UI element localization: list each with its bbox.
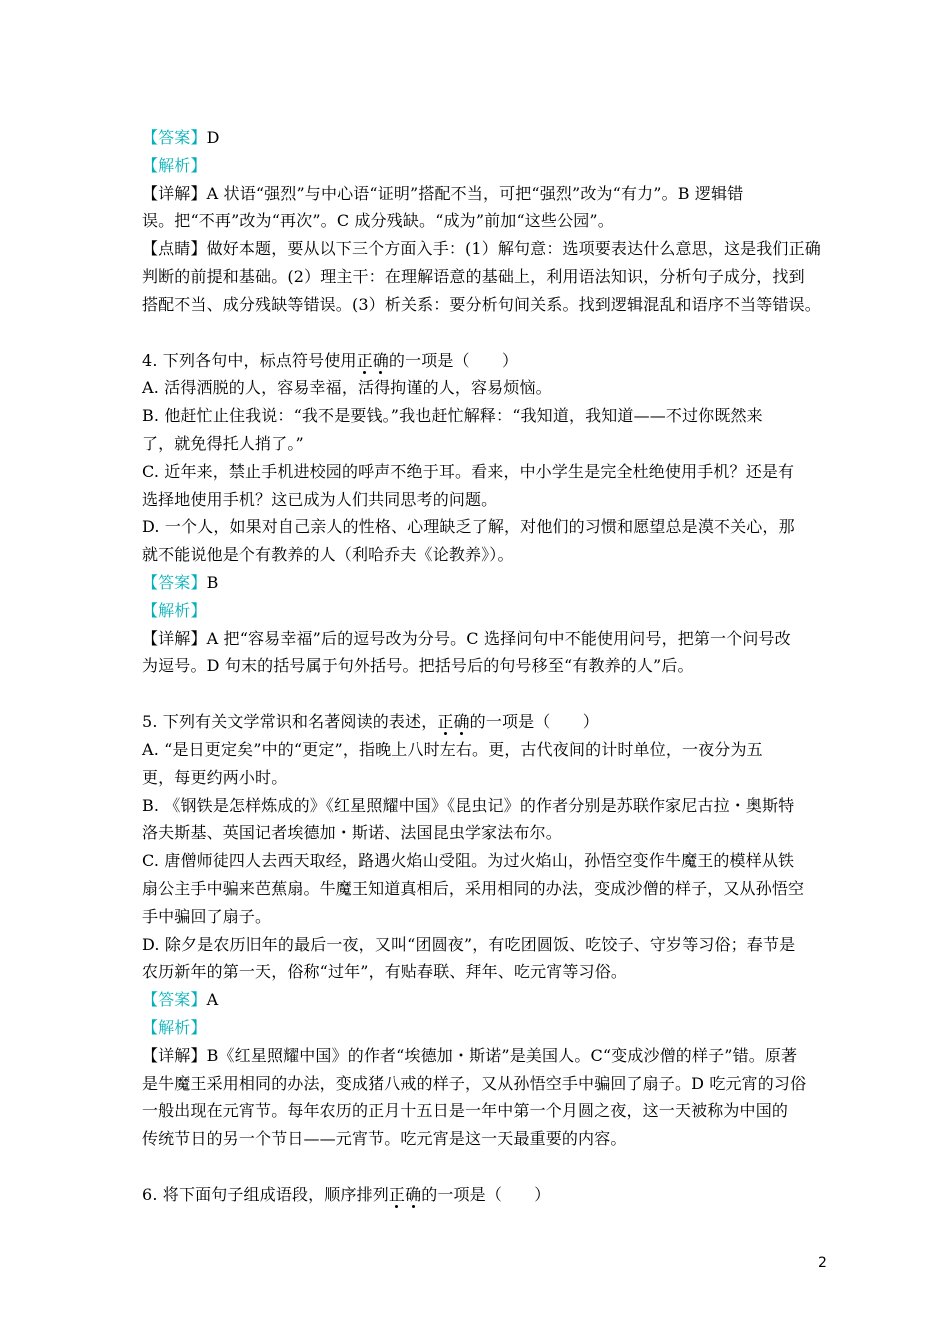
- answer-value: A: [206, 990, 219, 1010]
- stem-text: 的一项是（ ）: [421, 1184, 551, 1204]
- answer-tag: 【答案】: [142, 572, 207, 592]
- stem-text: 的一项是（ ）: [388, 350, 519, 370]
- detail-tag: 【详解】: [142, 1045, 207, 1065]
- answer-tag: 【答案】: [142, 990, 207, 1010]
- tip-tag: 【点睛】: [142, 239, 207, 259]
- q3-detail-line: 误。把“不再”改为“再次”。C 成分残缺。“成为”前加“这些公园”。: [142, 211, 614, 231]
- emphasis-char: 正: [356, 350, 373, 370]
- detail-text: B《红星照耀中国》的作者“埃德加・斯诺”是美国人。C“变成沙僧的样子”错。原著: [206, 1045, 798, 1065]
- q5-answer-line: [142, 986, 822, 1014]
- detail-tag: 【详解】: [142, 183, 207, 203]
- q4-option-line: A. 活得洒脱的人，容易幸福，活得拘谨的人，容易烦恼。: [142, 378, 552, 398]
- q5-detail-line: 一般出现在元宵节。每年农历的正月十五日是一年中第一个月圆之夜，这一天被称为中国的: [142, 1101, 789, 1121]
- q5-option-line: 洛夫斯基、英国记者埃德加・斯诺、法国昆虫学家法布尔。: [142, 823, 562, 843]
- q5-option-line: D. 除夕是农历旧年的最后一夜，又叫“团圆夜”，有吃团圆饭、吃饺子、守岁等习俗；春节是: [142, 934, 796, 954]
- analysis-tag: 【解析】: [142, 600, 207, 620]
- q3-detail-line: [142, 180, 822, 208]
- q4-option-line: 了，就免得托人捎了。”: [142, 433, 304, 453]
- q3-tip-line: [142, 235, 822, 263]
- stem-text: 4. 下列各句中，标点符号使用: [142, 350, 357, 370]
- page-number: 2: [818, 1255, 827, 1271]
- q4-detail-line: [142, 625, 822, 653]
- q4-analysis-line: [142, 597, 822, 625]
- answer-value: B: [206, 572, 219, 592]
- q4-option-line: B. 他赶忙止住我说：“我不是要钱。”我也赶忙解释：“我知道，我知道——不过你既然来: [142, 406, 763, 426]
- stem-text: 6. 将下面句子组成语段，顺序排列: [142, 1184, 389, 1204]
- q5-option-line: B. 《钢铁是怎样炼成的》《红星照耀中国》《昆虫记》的作者分别是苏联作家尼古拉・奥斯特: [142, 795, 795, 815]
- q5-stem: [142, 708, 822, 736]
- answer-value: D: [206, 128, 220, 147]
- q4-detail-line: 为逗号。D 句末的括号属于句外括号。把括号后的句号移至“有教养的人”后。: [142, 656, 694, 676]
- q3-tip-line: 判断的前提和基础。(2）理主干：在理解语意的基础上，利用语法知识，分析句子成分，找到: [142, 266, 805, 286]
- q5-detail-line: [142, 1042, 822, 1070]
- q4-option-line: C. 近年来，禁止手机进校园的呼声不绝于耳。看来，中小学生是完全杜绝使用手机？还是有: [142, 461, 795, 481]
- q5-detail-line: 是牛魔王采用相同的办法，变成猪八戒的样子，又从孙悟空手中骗回了扇子。D 吃元宵的习俗: [142, 1073, 807, 1093]
- q4-answer-line: [142, 569, 822, 597]
- stem-text: 5. 下列有关文学常识和名著阅读的表述，: [142, 712, 438, 732]
- q3-answer-line: [142, 124, 822, 152]
- emphasis-char: 确: [453, 712, 470, 732]
- spacer: [142, 319, 822, 347]
- q5-analysis-line: [142, 1014, 822, 1042]
- q5-option-line: A. “是日更定矣”中的“更定”，指晚上八时左右。更，古代夜间的计时单位，一夜分为五: [142, 739, 763, 759]
- q5-option-line: 农历新年的第一天，俗称“过年”，有贴春联、拜年、吃元宵等习俗。: [142, 962, 628, 982]
- detail-tag: 【详解】: [142, 628, 207, 648]
- spacer: [142, 680, 822, 708]
- tip-text: 做好本题，要从以下三个方面入手：(1）解句意：选项要表达什么意思，这是我们正确: [206, 239, 821, 259]
- emphasis-char: 确: [405, 1184, 422, 1204]
- emphasis-char: 正: [388, 1184, 406, 1204]
- analysis-tag: 【解析】: [142, 155, 207, 175]
- spacer: [142, 1153, 822, 1181]
- analysis-tag: 【解析】: [142, 1017, 207, 1037]
- q3-analysis-line: [142, 152, 822, 180]
- q6-stem: [142, 1181, 822, 1209]
- q4-option-line: 选择地使用手机？这已成为人们共同思考的问题。: [142, 489, 498, 509]
- q5-option-line: 更，每更约两小时。: [142, 767, 288, 787]
- answer-tag: 【答案】: [142, 128, 207, 147]
- stem-text: 的一项是（ ）: [469, 712, 599, 732]
- emphasis-char: 正: [437, 712, 454, 732]
- q5-detail-line: 传统节日的另一个节日——元宵节。吃元宵是这一天最重要的内容。: [142, 1129, 627, 1149]
- q5-option-line: 手中骗回了扇子。: [142, 906, 272, 926]
- q4-option-line: D. 一个人，如果对自己亲人的性格、心理缺乏了解，对他们的习惯和愿望总是漠不关心，那: [142, 517, 795, 537]
- q3-tip-line: 搭配不当、成分残缺等错误。(3）析关系：要分析句间关系。找到逻辑混乱和语序不当等错误。: [142, 294, 821, 314]
- q4-option-line: 就不能说他是个有教养的人（利哈乔夫《论教养》）。: [142, 545, 514, 565]
- page-content: [142, 124, 822, 1209]
- q5-option-line: C. 唐僧师徒四人去西天取经，路遇火焰山受阻。为过火焰山，孙悟空变作牛魔王的模样从铁: [142, 851, 795, 871]
- detail-text: A 把“容易幸福”后的逗号改为分号。C 选择问句中不能使用问号，把第一个问号改: [206, 628, 791, 648]
- q5-option-line: 扇公主手中骗来芭蕉扇。牛魔王知道真相后，采用相同的办法，变成沙僧的样子，又从孙悟空: [142, 878, 805, 898]
- emphasis-char: 确: [372, 350, 389, 370]
- detail-text: A 状语“强烈”与中心语“证明”搭配不当，可把“强烈”改为“有力”。B 逻辑错: [206, 183, 744, 203]
- q4-stem: [142, 347, 822, 375]
